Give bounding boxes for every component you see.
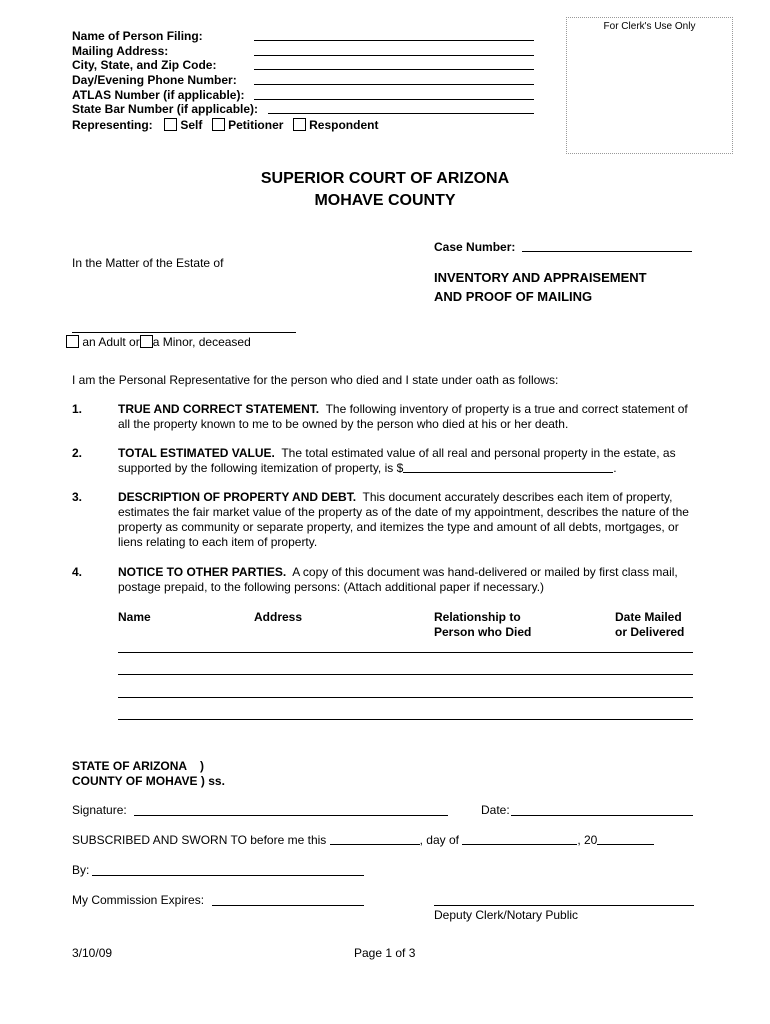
col-address-header: Address — [254, 610, 303, 624]
footer-date: 3/10/09 — [72, 946, 113, 960]
clerk-use-label: For Clerk's Use Only — [603, 21, 696, 32]
court-title: SUPERIOR COURT OF ARIZONA — [260, 170, 510, 187]
commission-field[interactable] — [212, 905, 364, 906]
col-date-header-2: or Delivered — [615, 625, 685, 639]
signature-label: Signature: — [72, 803, 127, 817]
self-label: Self — [180, 118, 203, 132]
sworn-day-field[interactable] — [330, 834, 420, 845]
county-of-mohave: COUNTY OF MOHAVE ) ss. — [72, 774, 225, 788]
section-4-heading: NOTICE TO OTHER PARTIES. — [118, 565, 287, 579]
decedent-name-field[interactable] — [72, 332, 296, 333]
date-label: Date: — [481, 803, 510, 817]
adult-minor-row — [66, 335, 251, 349]
phone-field[interactable] — [254, 84, 534, 85]
col-date-header-1: Date Mailed — [615, 610, 682, 624]
adult-label: an Adult or — [82, 335, 140, 349]
representing-label: Representing: — [72, 118, 153, 132]
signature-field[interactable] — [134, 815, 448, 816]
petitioner-label: Petitioner — [228, 118, 284, 132]
section-4-text — [118, 565, 693, 595]
sworn-day-label: , day of — [419, 833, 459, 847]
section-1-number: 1. — [72, 402, 83, 416]
atlas-label: ATLAS Number (if applicable): — [72, 88, 245, 102]
recipient-row-1[interactable] — [118, 652, 693, 653]
sworn-year-label: , 20 — [577, 833, 598, 847]
bar-label: State Bar Number (if applicable): — [72, 102, 259, 116]
recipient-row-3[interactable] — [118, 697, 693, 698]
respondent-label: Respondent — [309, 118, 379, 132]
notary-label: Deputy Clerk/Notary Public — [434, 908, 579, 922]
section-1-heading: TRUE AND CORRECT STATEMENT. — [118, 402, 320, 416]
adult-checkbox[interactable] — [66, 335, 79, 348]
date-field[interactable] — [511, 815, 693, 816]
sworn-prefix: SUBSCRIBED AND SWORN TO before me this — [72, 833, 327, 847]
document-title-line2: AND PROOF OF MAILING — [434, 289, 593, 304]
section-2-heading: TOTAL ESTIMATED VALUE. — [118, 446, 275, 460]
name-label: Name of Person Filing: — [72, 29, 203, 43]
col-relationship-header-2: Person who Died — [434, 625, 532, 639]
section-4-number: 4. — [72, 565, 83, 579]
section-1-text — [118, 402, 698, 432]
case-number-field[interactable] — [522, 251, 692, 252]
section-3-text — [118, 490, 703, 550]
city-label: City, State, and Zip Code: — [72, 58, 217, 72]
self-checkbox[interactable] — [164, 118, 177, 131]
bar-field[interactable] — [268, 113, 534, 114]
clerk-use-box — [566, 17, 733, 154]
col-relationship-header-1: Relationship to — [434, 610, 521, 624]
section-1-body: The following inventory of property is a true and correct statement of all the property known to me to be owned by the person who died at his or her death. — [118, 402, 688, 431]
by-label: By: — [72, 863, 90, 877]
sworn-year-field[interactable] — [597, 834, 654, 845]
total-value-field[interactable] — [403, 462, 613, 473]
county-title: MOHAVE COUNTY — [314, 192, 456, 209]
atlas-field[interactable] — [254, 99, 534, 100]
minor-label: a Minor, deceased — [152, 335, 251, 349]
sworn-statement — [72, 833, 654, 847]
mailing-field[interactable] — [254, 55, 534, 56]
section-2-text — [118, 446, 698, 476]
by-field[interactable] — [92, 875, 364, 876]
section-3-number: 3. — [72, 490, 83, 504]
sworn-month-field[interactable] — [462, 834, 577, 845]
respondent-checkbox[interactable] — [293, 118, 306, 131]
estate-matter-label: In the Matter of the Estate of — [72, 256, 224, 270]
footer-page: Page 1 of 3 — [354, 946, 416, 960]
intro-statement: I am the Personal Representative for the person who died and I state under oath as follows: — [72, 373, 559, 387]
mailing-label: Mailing Address: — [72, 44, 169, 58]
commission-label: My Commission Expires: — [72, 893, 205, 907]
section-2-number: 2. — [72, 446, 83, 460]
document-title-line1: INVENTORY AND APPRAISEMENT — [434, 270, 647, 285]
phone-label: Day/Evening Phone Number: — [72, 73, 237, 87]
recipient-row-4[interactable] — [118, 719, 693, 720]
city-field[interactable] — [254, 69, 534, 70]
col-name-header: Name — [118, 610, 151, 624]
section-3-body: This document accurately describes each item of property, estimates the fair market value of the property as of the date of my appointment, describes the nature of the property as community or separate property, and itemizes the type and amount of all debts, mortgages, or liens relating to each item of property. — [118, 490, 689, 549]
state-of-arizona: STATE OF ARIZONA ) — [72, 759, 204, 773]
name-field[interactable] — [254, 40, 534, 41]
section-2-suffix: . — [613, 461, 617, 475]
section-4-body: A copy of this document was hand-delivered or mailed by first class mail, postage prepaid, to the following persons: (Attach additional paper if necessary.) — [118, 565, 678, 594]
notary-signature-field[interactable] — [434, 905, 694, 906]
representing-row — [72, 118, 378, 132]
section-2-body: The total estimated value of all real and personal property in the estate, as supported by the following itemization of property, is $ — [118, 446, 676, 475]
section-3-heading: DESCRIPTION OF PROPERTY AND DEBT. — [118, 490, 357, 504]
petitioner-checkbox[interactable] — [212, 118, 225, 131]
minor-checkbox[interactable] — [140, 335, 153, 348]
recipient-row-2[interactable] — [118, 674, 693, 675]
case-number-label: Case Number: — [434, 240, 516, 254]
